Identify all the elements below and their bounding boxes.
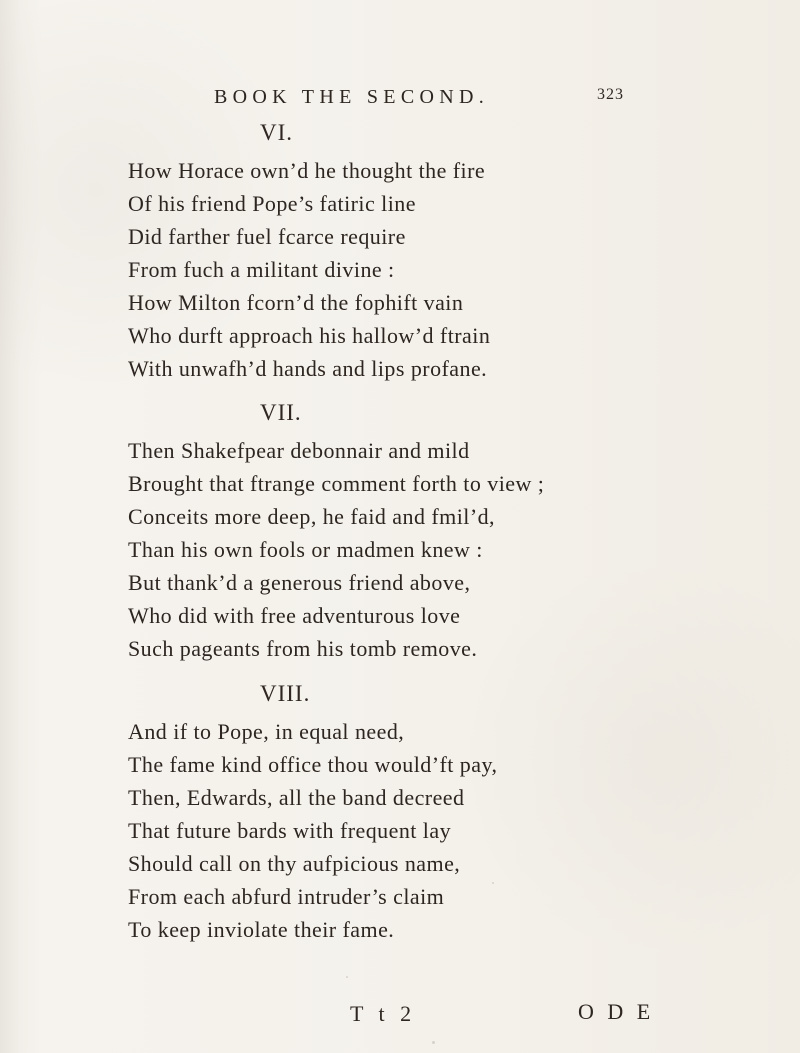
poem-line: Such pageants from his tomb remove. xyxy=(128,636,478,661)
poem-line: Who durft approach his hallow’d ftrain xyxy=(128,323,491,348)
poem-line: And if to Pope, in equal need, xyxy=(128,719,405,744)
stanza-viii xyxy=(128,681,628,946)
paper-speck xyxy=(432,1041,435,1044)
poem-line: But thank’d a generous friend above, xyxy=(128,570,471,595)
poem-line: Did farther fuel fcarce require xyxy=(128,224,406,249)
poem-line: Of his friend Pope’s fatiric line xyxy=(128,191,416,216)
poem-line: Brought that ftrange comment forth to view ; xyxy=(128,471,545,496)
signature-mark: T t 2 xyxy=(350,1001,417,1026)
poem-line: How Milton fcorn’d the fophift vain xyxy=(128,290,464,315)
stanza-title: VII. xyxy=(260,400,302,425)
poem-line: From each abfurd intruder’s claim xyxy=(128,884,445,909)
poem-line: Then, Edwards, all the band decreed xyxy=(128,785,465,810)
poem-line: Should call on thy aufpicious name, xyxy=(128,851,461,876)
gutter-shadow xyxy=(0,0,42,1053)
poem-line: Conceits more deep, he faid and fmil’d, xyxy=(128,504,495,529)
stanza-vii xyxy=(128,400,628,665)
stanza-title: VIII. xyxy=(260,681,311,706)
paper-speck xyxy=(341,201,343,203)
running-title: BOOK THE SECOND. xyxy=(214,86,489,108)
poem-line: How Horace own’d he thought the fire xyxy=(128,158,486,183)
poem-line: From fuch a militant divine : xyxy=(128,257,395,282)
poem-line: The fame kind office thou would’ft pay, xyxy=(128,752,498,777)
page-number: 323 xyxy=(597,86,624,103)
catchword: O D E xyxy=(578,999,655,1024)
paper-speck xyxy=(492,882,494,884)
poem-line: Who did with free adventurous love xyxy=(128,603,461,628)
poem-line: To keep inviolate their fame. xyxy=(128,917,395,942)
poem-line: Than his own fools or madmen knew : xyxy=(128,537,483,562)
poem-line: Then Shakefpear debonnair and mild xyxy=(128,438,470,463)
stanza-vi xyxy=(128,120,628,385)
poem-line: That future bards with frequent lay xyxy=(128,818,452,843)
paper-speck xyxy=(346,976,348,978)
stanza-title: VI. xyxy=(260,120,294,145)
poem-line: With unwafh’d hands and lips profane. xyxy=(128,356,488,381)
paper-speck xyxy=(252,170,254,172)
